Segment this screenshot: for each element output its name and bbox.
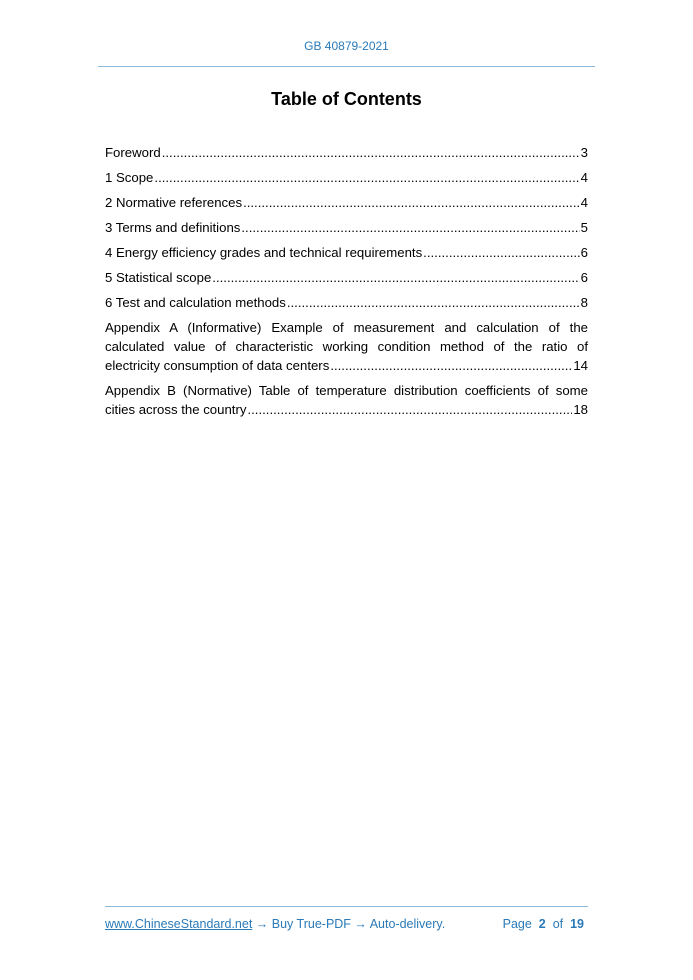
toc-entry-text: 6 Test and calculation methods (105, 295, 286, 310)
toc-entry-appendix-b[interactable] (105, 381, 588, 419)
toc-entry-text-continued: electricity consumption of data centers (105, 358, 330, 373)
toc-entry-terms-definitions[interactable] (105, 218, 588, 237)
toc-entry-text: Foreword (105, 145, 161, 160)
of-label: of (552, 917, 564, 931)
toc-entry-text: Appendix A (Informative) Example of measurement and calculation of the calculated value of characteristic working condition method of the ratio of (105, 320, 588, 354)
toc-leader-dots (247, 400, 572, 419)
toc-entry-page: 6 (580, 245, 588, 260)
table-of-contents (105, 143, 588, 425)
toc-leader-dots (241, 218, 579, 237)
toc-entry-text: 5 Statistical scope (105, 270, 212, 285)
footer-divider (105, 906, 588, 907)
header-divider (98, 66, 595, 67)
toc-entry-appendix-a[interactable] (105, 318, 588, 375)
toc-leader-dots (287, 293, 580, 312)
toc-entry-text-continued: cities across the country (105, 402, 247, 417)
current-page: 2 (538, 917, 546, 931)
toc-entry-page: 8 (580, 295, 588, 310)
toc-entry-test-methods[interactable] (105, 293, 588, 312)
toc-entry-text: 2 Normative references (105, 195, 243, 210)
toc-leader-dots (212, 268, 579, 287)
toc-entry-energy-efficiency[interactable] (105, 243, 588, 262)
toc-leader-dots (162, 143, 580, 162)
toc-leader-dots (243, 193, 580, 212)
toc-entry-text: Appendix B (Normative) Table of temperature distribution coefficients of some (105, 383, 588, 398)
footer-promo-text: → Buy True-PDF → Auto-delivery. (252, 917, 446, 931)
toc-entry-normative-references[interactable] (105, 193, 588, 212)
toc-entry-page: 3 (580, 145, 588, 160)
toc-entry-page: 5 (580, 220, 588, 235)
toc-entry-page: 18 (573, 402, 588, 417)
toc-entry-page: 6 (580, 270, 588, 285)
website-link[interactable]: www.ChineseStandard.net (105, 917, 253, 931)
page-number (503, 917, 584, 931)
toc-entry-foreword[interactable] (105, 143, 588, 162)
toc-entry-scope[interactable] (105, 168, 588, 187)
toc-entry-text: 3 Terms and definitions (105, 220, 241, 235)
toc-leader-dots (423, 243, 579, 262)
page-label: Page (502, 917, 532, 931)
toc-entry-page: 4 (580, 170, 588, 185)
total-pages: 19 (570, 917, 584, 931)
toc-entry-statistical-scope[interactable] (105, 268, 588, 287)
toc-entry-text: 4 Energy efficiency grades and technical requirements (105, 245, 423, 260)
page-title: Table of Contents (271, 89, 422, 109)
toc-entry-page: 4 (580, 195, 588, 210)
toc-leader-dots (154, 168, 579, 187)
toc-entry-text: 1 Scope (105, 170, 154, 185)
toc-leader-dots (330, 356, 572, 375)
toc-entry-page: 14 (573, 358, 588, 373)
footer-promo (105, 917, 445, 931)
document-id-header: GB 40879-2021 (304, 39, 389, 53)
